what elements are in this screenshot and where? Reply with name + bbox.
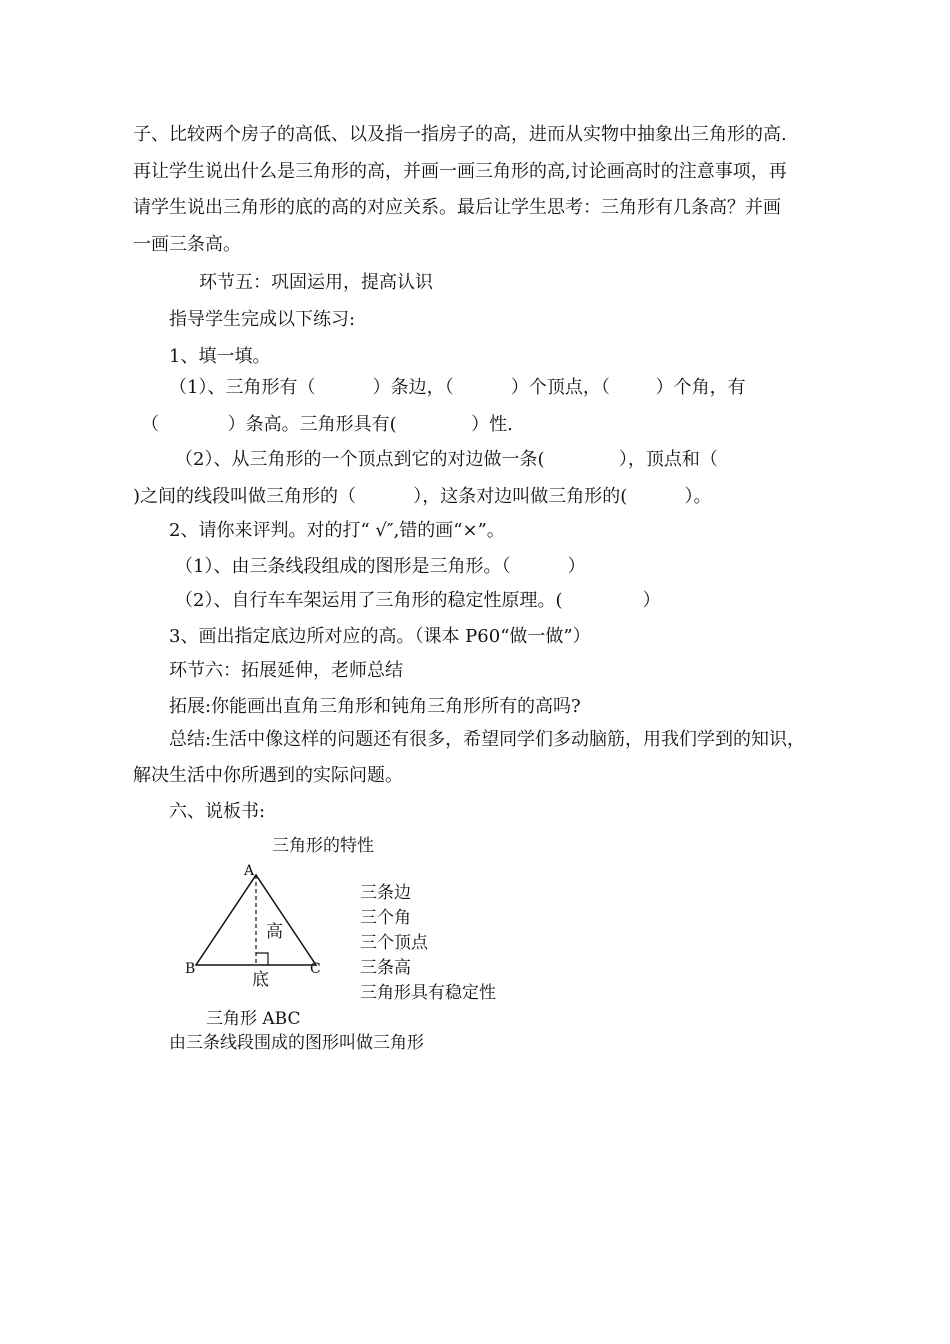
vertex-c-label: C: [310, 961, 321, 977]
vertex-b-label: B: [185, 961, 196, 977]
paragraph-line-1: 子、比较两个房子的高低、以及指一指房子的高，进而从实物中抽象出三角形的高.: [133, 124, 787, 145]
property-item: 三角形具有稳定性: [360, 983, 496, 1003]
vertex-a-label: A: [244, 863, 255, 879]
height-label: 高: [266, 922, 283, 942]
property-item: 三个顶点: [360, 933, 428, 953]
board-title: 三角形的特性: [272, 836, 374, 856]
question-1-2-line-b: )之间的线段叫做三角形的（ ），这条对边叫做三角形的( ）。: [133, 486, 712, 507]
board-heading: 六、说板书:: [169, 801, 266, 822]
summary-line-a: 总结:生活中像这样的问题还有很多，希望同学们多动脑筋，用我们学到的知识，: [169, 729, 806, 750]
question-3: 3、画出指定底边所对应的高。（课本 P60“做一做”）: [169, 626, 591, 647]
paragraph-line-3: 请学生说出三角形的底的高的对应关系。最后让学生思考：三角形有几条高？并画: [133, 197, 781, 218]
paragraph-line-4: 一画三条高。: [133, 234, 241, 255]
question-2-2: （2）、自行车车架运用了三角形的稳定性原理。( ）: [175, 590, 661, 611]
question-2-heading: 2、请你来评判。对的打“ √″,错的画“×”。: [169, 520, 505, 541]
question-1-1-line-b: （ ）条高。三角形具有( ）性.: [141, 414, 513, 435]
section-five-title: 环节五：巩固运用，提高认识: [199, 272, 433, 293]
exercise-intro: 指导学生完成以下练习:: [169, 309, 356, 330]
question-1-1-line-a: （1）、三角形有（ ）条边，（ ）个顶点，（ ）个角，有: [169, 377, 746, 398]
property-item: 三个角: [360, 908, 411, 928]
question-1-2-line-a: （2）、从三角形的一个顶点到它的对边做一条( ），顶点和（: [175, 449, 718, 470]
base-label: 底: [252, 970, 269, 990]
triangle-definition: 由三条线段围成的图形叫做三角形: [169, 1033, 424, 1053]
property-item: 三条边: [360, 883, 411, 903]
paragraph-line-2: 再让学生说出什么是三角形的高，并画一画三角形的高,讨论画高时的注意事项，再: [133, 161, 787, 182]
question-2-1: （1）、由三条线段组成的图形是三角形。（ ）: [175, 556, 586, 577]
summary-line-b: 解决生活中你所遇到的实际问题。: [133, 765, 403, 786]
diagram-caption: 三角形 ABC: [206, 1009, 301, 1029]
question-1-heading: 1、填一填。: [169, 346, 271, 367]
extend-text: 拓展:你能画出直角三角形和钝角三角形所有的高吗?: [169, 696, 581, 717]
triangle-diagram: [180, 855, 340, 995]
right-angle-mark: [256, 953, 268, 965]
property-item: 三条高: [360, 958, 411, 978]
section-six-title: 环节六：拓展延伸，老师总结: [169, 660, 403, 681]
